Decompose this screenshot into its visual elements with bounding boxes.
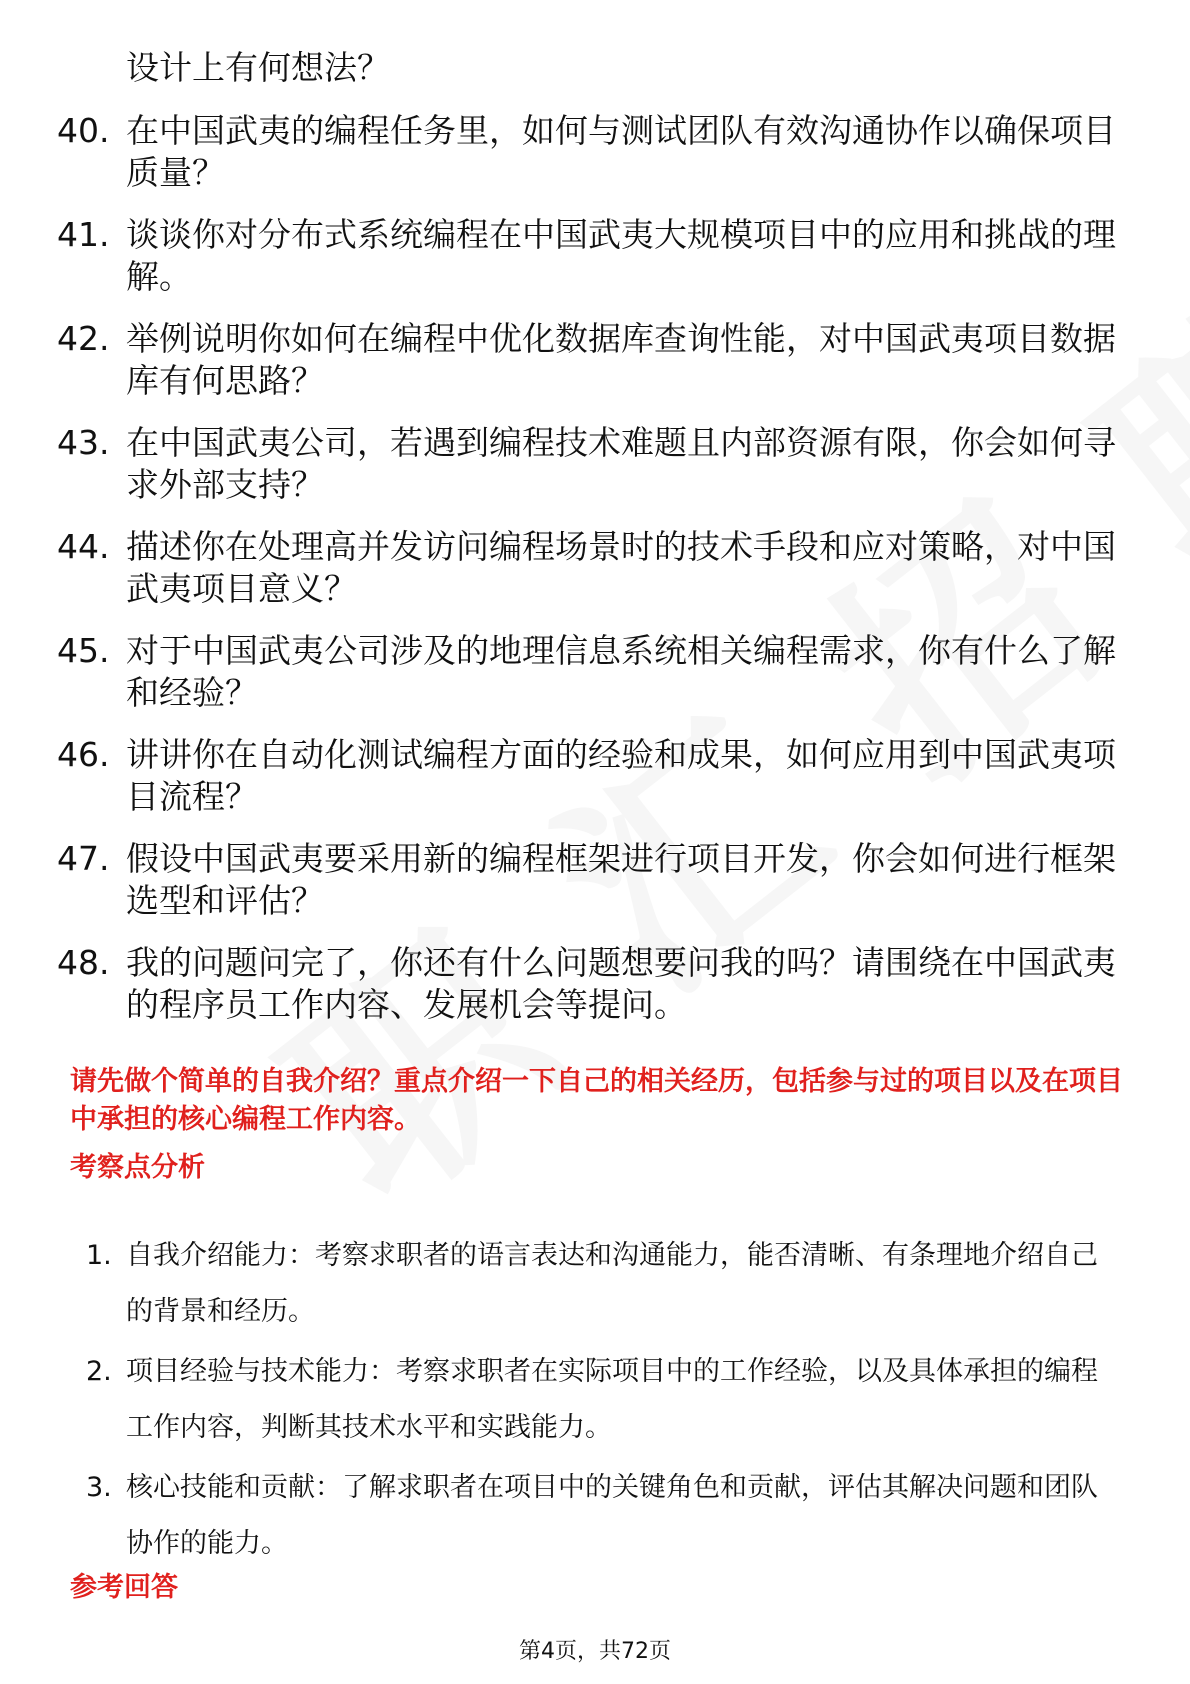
page-footer: 第4页，共72页 [519,1639,671,1664]
question-item [0,422,1190,506]
analysis-item [0,1228,1190,1340]
question-item [0,734,1190,818]
question-item [0,838,1190,922]
question-item [0,214,1190,298]
question-text: 描述你在处理高并发访问编程场景时的技术手段和应对策略，对中国武夷项目意义？ [126,527,1116,608]
question-number: 44. [57,527,110,566]
question-number: 45. [57,631,110,670]
question-text: 在中国武夷的编程任务里，如何与测试团队有效沟通协作以确保项目质量？ [126,111,1116,192]
reference-heading: 参考回答 [70,1572,178,1603]
analysis-text: 核心技能和贡献：了解求职者在项目中的关键角色和贡献，评估其解决问题和团队协作的能力。 [126,1472,1098,1559]
question-number: 41. [57,215,110,254]
intro-question: 请先做个简单的自我介绍？重点介绍一下自己的相关经历，包括参与过的项目以及在项目中承担的核心编程工作内容。 [70,1066,1123,1135]
question-text: 谈谈你对分布式系统编程在中国武夷大规模项目中的应用和挑战的理解。 [126,215,1116,296]
question-text: 在中国武夷公司，若遇到编程技术难题且内部资源有限，你会如何寻求外部支持？ [126,423,1116,504]
question-item [0,526,1190,610]
question-text: 假设中国武夷要采用新的编程框架进行项目开发，你会如何进行框架选型和评估？ [126,839,1116,920]
question-item [0,318,1190,402]
analysis-number: 3. [86,1472,112,1503]
question-number: 42. [57,319,110,358]
analysis-text: 自我介绍能力：考察求职者的语言表达和沟通能力，能否清晰、有条理地介绍自己的背景和经历。 [126,1240,1098,1327]
analysis-item [0,1460,1190,1572]
question-item [0,630,1190,714]
analysis-number: 1. [86,1240,112,1271]
continuation-text: 设计上有何想法？ [126,48,390,87]
analysis-item [0,1344,1190,1456]
question-number: 43. [57,423,110,462]
question-text: 对于中国武夷公司涉及的地理信息系统相关编程需求，你有什么了解和经验？ [126,631,1116,712]
question-text: 讲讲你在自动化测试编程方面的经验和成果，如何应用到中国武夷项目流程？ [126,735,1116,816]
question-text: 我的问题问完了，你还有什么问题想要问我的吗？请围绕在中国武夷的程序员工作内容、发展机会等提问。 [126,943,1116,1024]
question-number: 40. [57,111,110,150]
question-item [0,110,1190,194]
analysis-text: 项目经验与技术能力：考察求职者在实际项目中的工作经验，以及具体承担的编程工作内容，判断其技术水平和实践能力。 [126,1356,1098,1443]
question-number: 48. [57,943,110,982]
question-list [0,110,1190,1046]
analysis-heading: 考察点分析 [70,1152,205,1183]
question-text: 举例说明你如何在编程中优化数据库查询性能，对中国武夷项目数据库有何思路？ [126,319,1116,400]
question-number: 47. [57,839,110,878]
analysis-list [0,1228,1190,1576]
analysis-number: 2. [86,1356,112,1387]
question-number: 46. [57,735,110,774]
question-item [0,942,1190,1026]
